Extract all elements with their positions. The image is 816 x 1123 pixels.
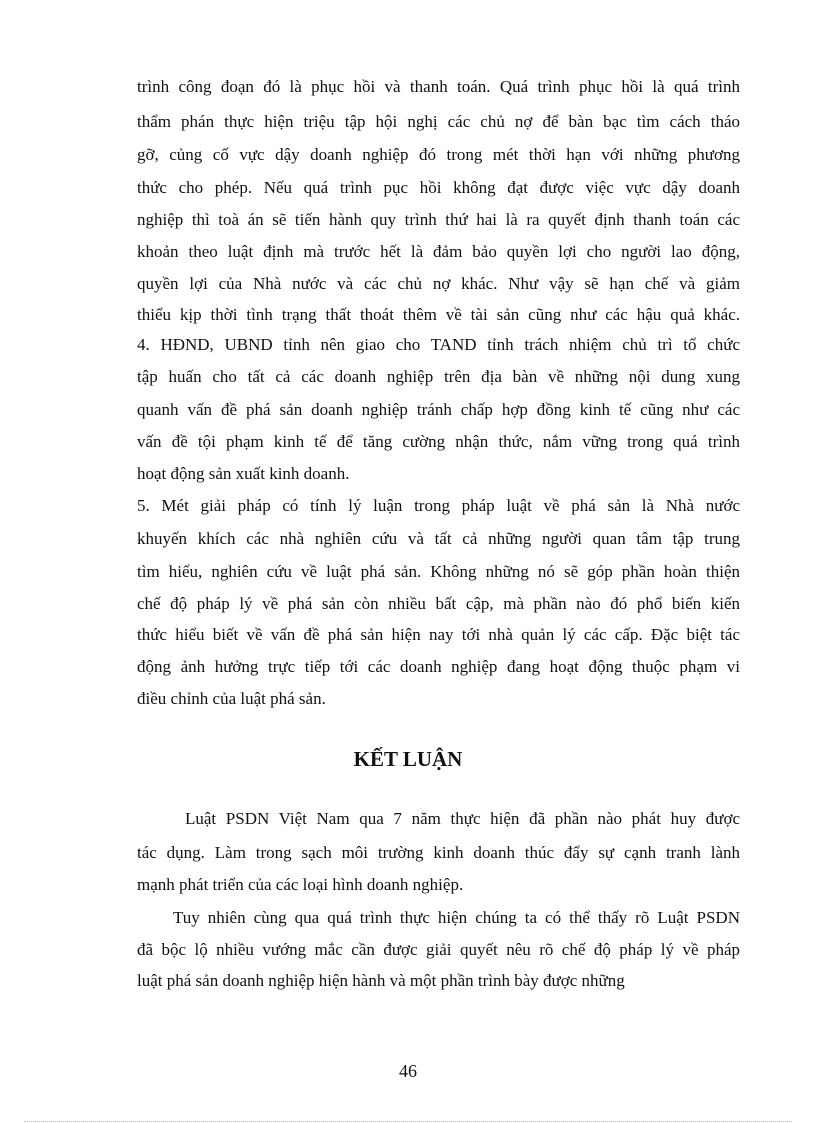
text-line: quyền lợi của Nhà nước và các chủ nợ khác. Như vậy sẽ hạn chế và giảm [137, 274, 740, 293]
text-line: Tuy nhiên cùng qua quá trình thực hiện chúng ta có thể thấy rõ Luật PSDN [173, 908, 740, 927]
text-line: thiểu kịp thời tình trạng thất thoát thêm về tài sản cũng như các hậu quả khác. [137, 305, 740, 324]
text-line: tập huấn cho tất cả các doanh nghiệp trên địa bàn về những nội dung xung [137, 367, 740, 386]
text-line: gỡ, củng cố vực dậy doanh nghiệp đó trong mét thời hạn với những phương [137, 145, 740, 164]
text-line: nghiệp thì toà án sẽ tiến hành quy trình thứ hai là ra quyết định thanh toán các [137, 210, 740, 229]
text-line: 4. HĐND, UBND tỉnh nên giao cho TAND tỉnh trách nhiệm chủ trì tổ chức [137, 335, 740, 354]
page-number: 46 [399, 1061, 417, 1081]
text-line: điều chỉnh của luật phá sản. [137, 689, 326, 708]
section-heading: KẾT LUẬN [353, 747, 463, 771]
text-line: quanh vấn đề phá sản doanh nghiệp tránh chấp hợp đồng kinh tế cũng như các [137, 400, 740, 419]
text-line: tác dụng. Làm trong sạch môi trường kinh doanh thúc đẩy sự cạnh tranh lành [137, 843, 740, 862]
text-line: chế độ pháp lý về phá sản còn nhiều bất cập, mà phần nào đó phổ biến kiến [137, 594, 740, 613]
page-bottom-divider [24, 1121, 792, 1122]
text-line: tìm hiểu, nghiên cứu về luật phá sản. Không những nó sẽ góp phần hoàn thiện [137, 562, 740, 581]
text-line: vấn đề tội phạm kinh tế để tăng cường nhận thức, nắm vững trong quá trình [137, 432, 740, 451]
text-line: mạnh phát triển của các loại hình doanh nghiệp. [137, 875, 464, 894]
text-line: thức cho phép. Nếu quá trình pục hồi không đạt được việc vực dậy doanh [137, 178, 740, 197]
text-line: khoản theo luật định mà trước hết là đảm bảo quyền lợi cho người lao động, [137, 242, 740, 261]
text-line: thẩm phán thực hiện triệu tập hội nghị các chủ nợ để bàn bạc tìm cách tháo [137, 112, 740, 131]
text-line: trình công đoạn đó là phục hồi và thanh toán. Quá trình phục hồi là quá trình [137, 77, 740, 96]
text-line: luật phá sản doanh nghiệp hiện hành và một phần trình bày được những [137, 971, 625, 990]
text-line: động ảnh hưởng trực tiếp tới các doanh nghiệp đang hoạt động thuộc phạm vi [137, 657, 740, 676]
text-line: khuyến khích các nhà nghiên cứu và tất cả những người quan tâm tập trung [137, 529, 740, 548]
text-line: hoạt động sản xuất kinh doanh. [137, 464, 350, 483]
text-line: đã bộc lộ nhiều vướng mắc cần được giải quyết nêu rõ chế độ pháp lý về pháp [137, 940, 740, 959]
text-line: thức hiểu biết về vấn đề phá sản hiện nay tới nhà quản lý các cấp. Đặc biệt tác [137, 625, 740, 644]
text-line: 5. Mét giải pháp có tính lý luận trong pháp luật về phá sản là Nhà nước [137, 496, 740, 515]
text-line: Luật PSDN Việt Nam qua 7 năm thực hiện đã phần nào phát huy được [185, 809, 740, 828]
